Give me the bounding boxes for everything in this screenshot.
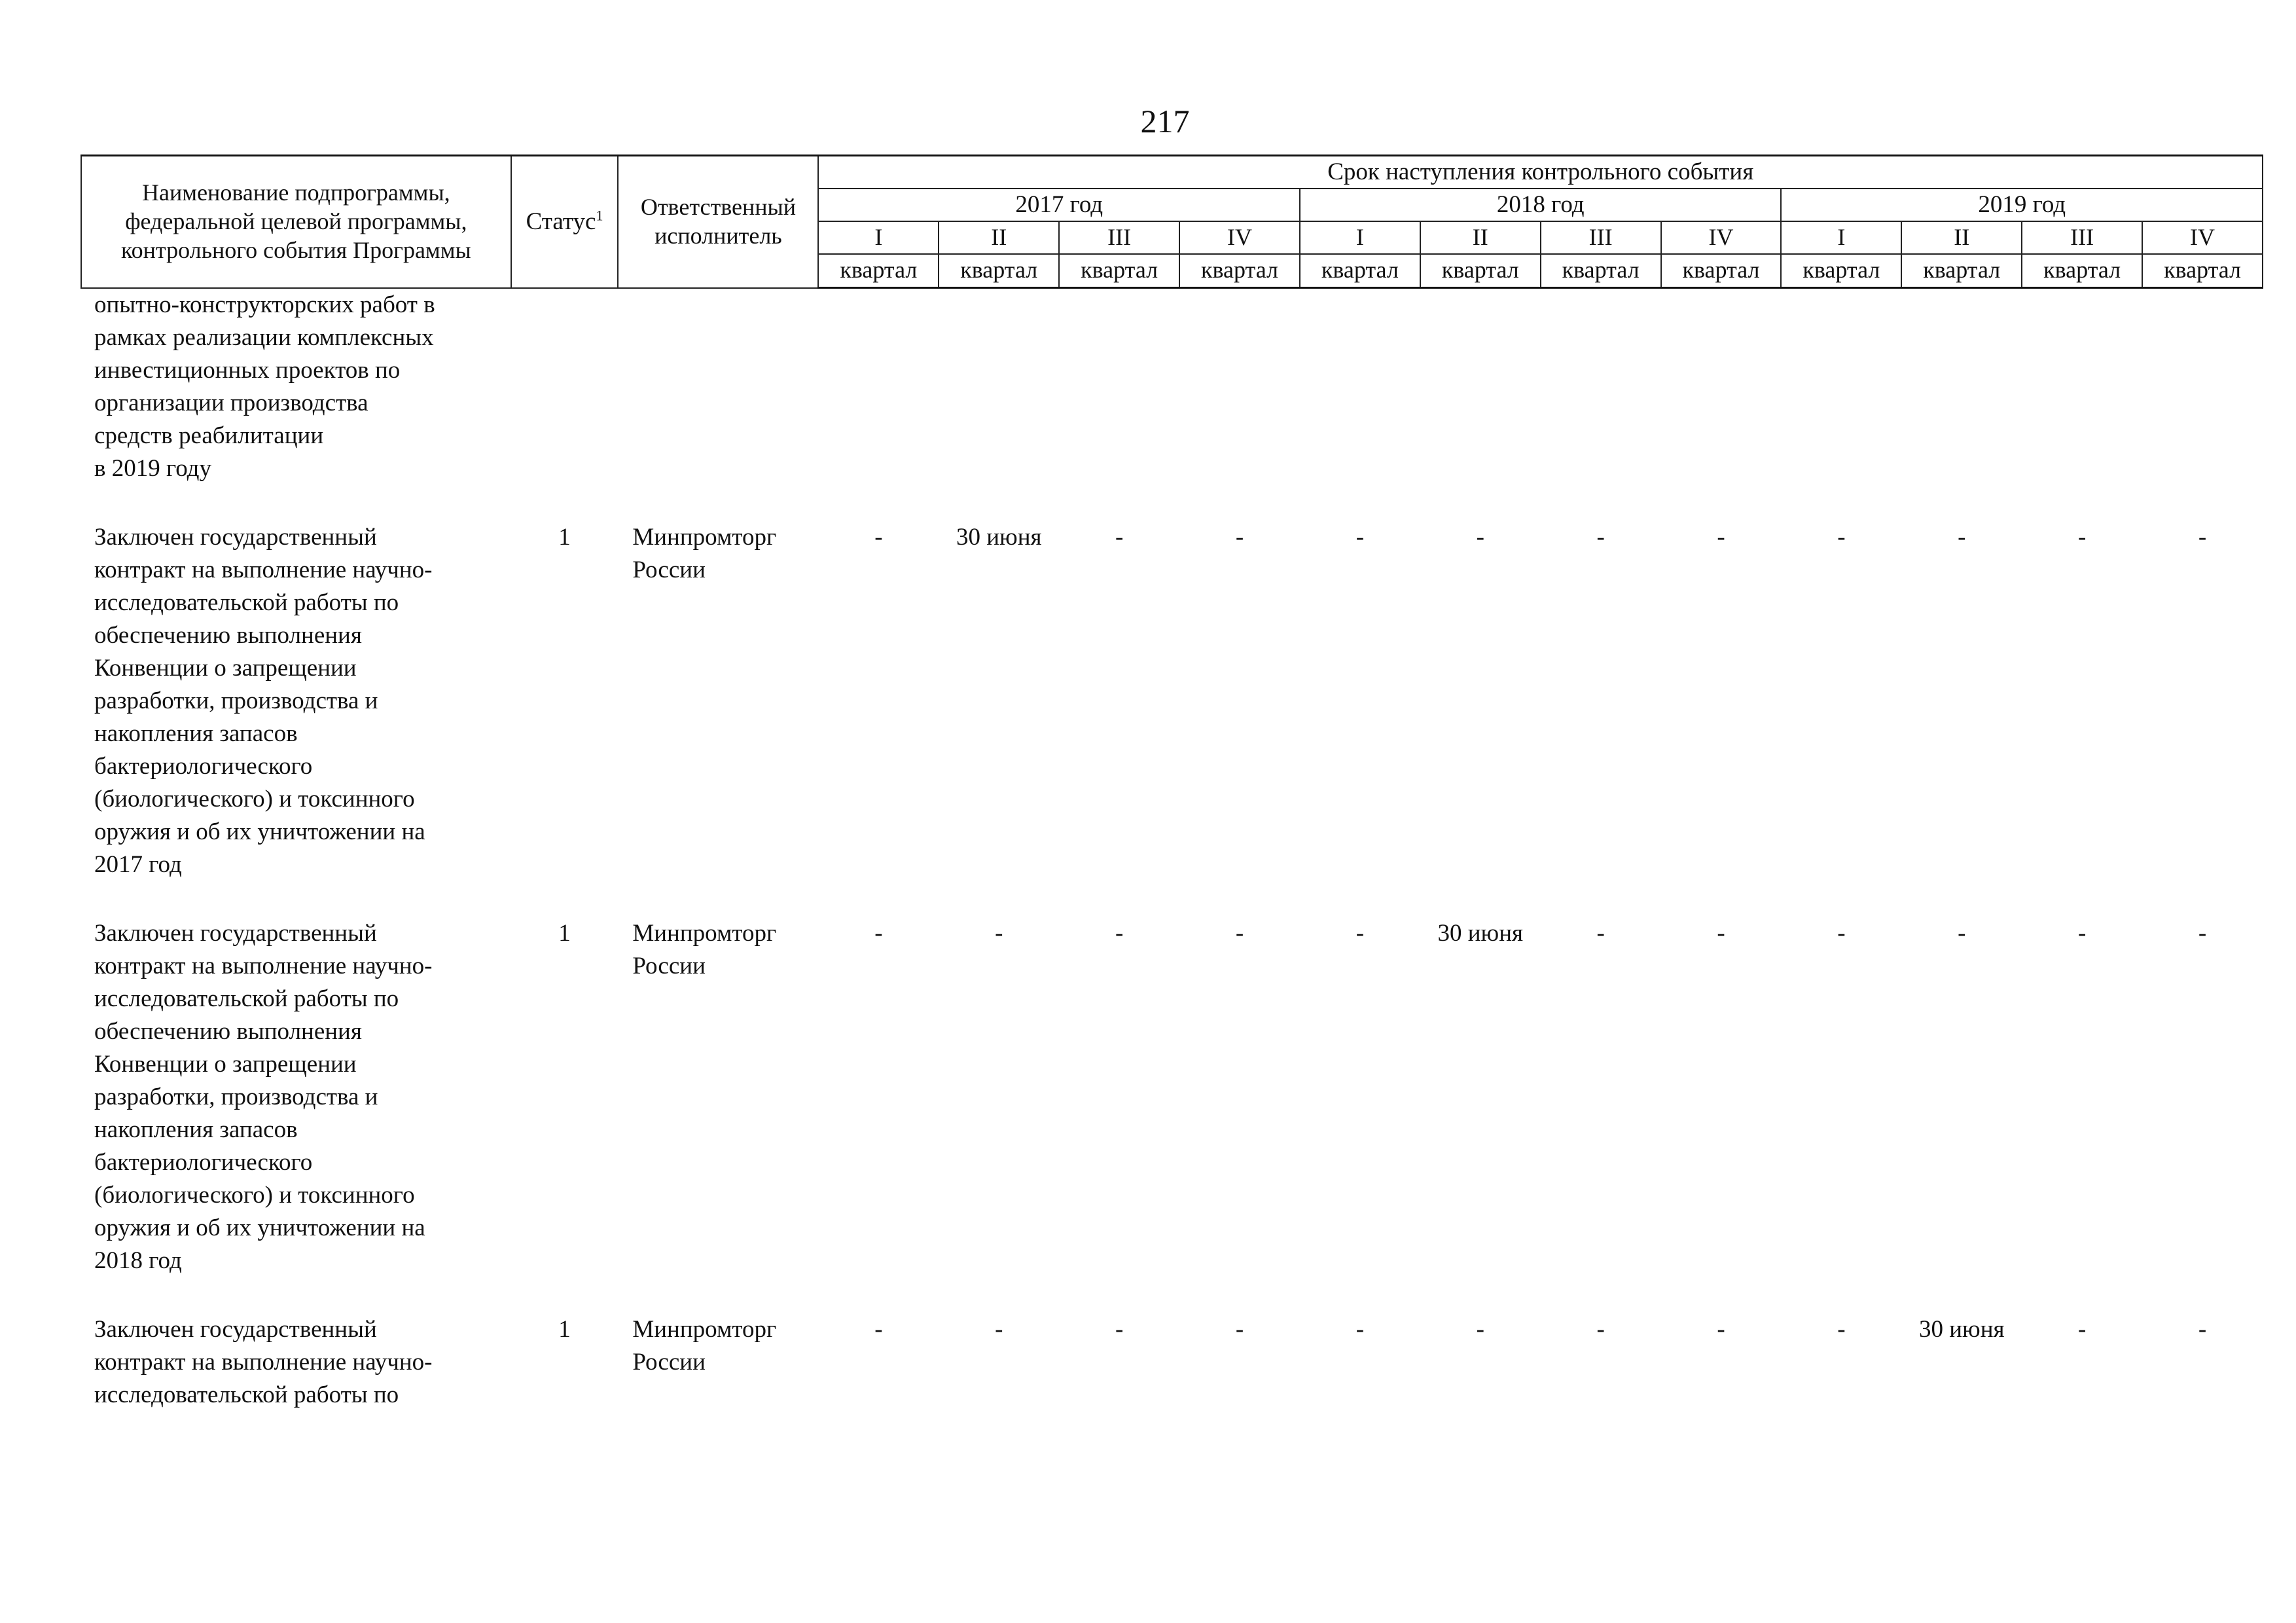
page-number: 217 bbox=[1140, 103, 1190, 139]
header-quarter-number: I bbox=[818, 221, 939, 254]
event-name-line: накопления запасов bbox=[94, 720, 298, 747]
quarter-cell: - bbox=[1115, 523, 1124, 551]
event-name-line: 2018 год bbox=[94, 1247, 182, 1274]
event-name-line: рамках реализации комплексных bbox=[94, 323, 434, 351]
responsible-line: России bbox=[632, 1348, 706, 1376]
event-name-line: инвестиционных проектов по bbox=[94, 356, 401, 384]
responsible-cell bbox=[618, 521, 818, 881]
table-row bbox=[81, 917, 2263, 1277]
quarter-cell: - bbox=[1717, 523, 1725, 551]
header-quarter-label: квартал bbox=[1541, 254, 1661, 288]
quarter-cell: - bbox=[2198, 919, 2207, 947]
header-name-column: Наименование подпрограммы, федеральной целевой программы, контрольного события Программы bbox=[81, 156, 511, 288]
header-quarter-number: III bbox=[2022, 221, 2142, 254]
event-name-line: исследовательской работы по bbox=[94, 1381, 399, 1408]
header-quarter-label: квартал bbox=[1781, 254, 1901, 288]
event-name-cell bbox=[81, 1313, 511, 1412]
header-deadline: Срок наступления контрольного события bbox=[818, 156, 2263, 189]
header-quarter-label: квартал bbox=[1420, 254, 1541, 288]
event-name-line: 2017 год bbox=[94, 850, 182, 878]
quarter-cell bbox=[1300, 288, 1420, 485]
event-name-line: накопления запасов bbox=[94, 1116, 298, 1143]
event-name-line: обеспечению выполнения bbox=[94, 1017, 362, 1045]
quarter-cell bbox=[1901, 288, 2022, 485]
event-name-line: обеспечению выполнения bbox=[94, 621, 362, 649]
quarter-cell bbox=[818, 288, 939, 485]
status-cell: 1 bbox=[558, 919, 571, 947]
quarter-cell: - bbox=[874, 919, 883, 947]
quarter-cell: - bbox=[874, 1315, 883, 1343]
header-quarter-label: квартал bbox=[1300, 254, 1420, 288]
table-row bbox=[81, 288, 2263, 485]
table-row bbox=[81, 521, 2263, 881]
header-quarter-number: II bbox=[1901, 221, 2022, 254]
header-quarter-number: IV bbox=[2142, 221, 2263, 254]
event-name-line: Заключен государственный bbox=[94, 919, 377, 947]
event-name-line: разработки, производства и bbox=[94, 687, 378, 714]
event-name-line: контракт на выполнение научно- bbox=[94, 556, 433, 583]
quarter-cell: - bbox=[1235, 1315, 1244, 1343]
event-name-line: (биологического) и токсинного bbox=[94, 785, 415, 812]
quarter-cell bbox=[2142, 288, 2263, 485]
status-cell bbox=[511, 288, 619, 485]
quarter-cell bbox=[2022, 288, 2142, 485]
quarter-cell: - bbox=[1235, 523, 1244, 551]
quarter-cell bbox=[1541, 288, 1661, 485]
quarter-cell: - bbox=[995, 1315, 1003, 1343]
responsible-line: Минпромторг bbox=[632, 523, 777, 551]
event-name-line: Заключен государственный bbox=[94, 523, 377, 551]
quarter-cell: - bbox=[1355, 523, 1365, 551]
event-name-line: контракт на выполнение научно- bbox=[94, 952, 433, 979]
quarter-cell: - bbox=[1115, 1315, 1124, 1343]
header-quarter-label: квартал bbox=[939, 254, 1059, 288]
row-spacer bbox=[81, 1277, 2263, 1313]
header-quarter-number: I bbox=[1300, 221, 1420, 254]
responsible-line: Минпромторг bbox=[632, 1315, 777, 1343]
event-name-line: Конвенции о запрещении bbox=[94, 1050, 357, 1078]
responsible-line: России bbox=[632, 952, 706, 979]
quarter-cell: - bbox=[1596, 1315, 1605, 1343]
event-name-line: разработки, производства и bbox=[94, 1083, 378, 1110]
responsible-line: России bbox=[632, 556, 706, 583]
quarter-cell: - bbox=[2198, 1315, 2207, 1343]
quarter-cell: - bbox=[1837, 1315, 1846, 1343]
responsible-cell bbox=[618, 1313, 818, 1412]
quarter-cell bbox=[939, 288, 1059, 485]
control-events-table bbox=[81, 155, 2263, 1412]
header-year-1: 2017 год bbox=[818, 189, 1300, 221]
quarter-cell: - bbox=[995, 919, 1003, 947]
event-name-cell bbox=[81, 917, 511, 1277]
header-year-3: 2019 год bbox=[1781, 189, 2263, 221]
quarter-cell: - bbox=[1717, 919, 1725, 947]
event-name-line: (биологического) и токсинного bbox=[94, 1181, 415, 1209]
status-footnote-mark: 1 bbox=[596, 207, 603, 224]
quarter-cell: - bbox=[2077, 919, 2087, 947]
quarter-cell: - bbox=[1476, 1315, 1484, 1343]
status-cell: 1 bbox=[558, 523, 571, 551]
header-quarter-label: квартал bbox=[2142, 254, 2263, 288]
header-quarter-number: II bbox=[1420, 221, 1541, 254]
event-name-cell bbox=[81, 521, 511, 881]
quarter-cell: 30 июня bbox=[1437, 919, 1524, 947]
header-quarter-label: квартал bbox=[818, 254, 939, 288]
header-quarter-label: квартал bbox=[1661, 254, 1782, 288]
header-quarter-number: IV bbox=[1661, 221, 1782, 254]
quarter-cell: - bbox=[1837, 523, 1846, 551]
quarter-cell bbox=[1661, 288, 1782, 485]
quarter-cell: - bbox=[2077, 1315, 2087, 1343]
quarter-cell: - bbox=[1958, 919, 1966, 947]
header-quarter-label: квартал bbox=[1059, 254, 1179, 288]
header-quarter-number: IV bbox=[1179, 221, 1300, 254]
header-quarter-label: квартал bbox=[1901, 254, 2022, 288]
event-name-line: бактериологического bbox=[94, 752, 313, 780]
quarter-cell: - bbox=[1235, 919, 1244, 947]
table-row bbox=[81, 1313, 2263, 1412]
header-year-2: 2018 год bbox=[1300, 189, 1782, 221]
event-name-line: бактериологического bbox=[94, 1148, 313, 1176]
header-status-label: Статус bbox=[526, 208, 596, 236]
header-quarter-number: III bbox=[1059, 221, 1179, 254]
quarter-cell: - bbox=[1596, 919, 1605, 947]
responsible-cell bbox=[618, 288, 818, 485]
header-quarter-label: квартал bbox=[1179, 254, 1300, 288]
event-name-line: исследовательской работы по bbox=[94, 985, 399, 1012]
quarter-cell: - bbox=[1596, 523, 1605, 551]
quarter-cell: - bbox=[2198, 523, 2207, 551]
quarter-cell: - bbox=[2077, 523, 2087, 551]
quarter-cell: - bbox=[1837, 919, 1846, 947]
event-name-line: оружия и об их уничтожении на bbox=[94, 818, 425, 845]
quarter-cell bbox=[1179, 288, 1300, 485]
header-responsible-column: Ответственный исполнитель bbox=[618, 156, 818, 288]
event-name-cell bbox=[81, 288, 511, 485]
header-quarter-label: квартал bbox=[2022, 254, 2142, 288]
quarter-cell: - bbox=[1476, 523, 1484, 551]
quarter-cell: - bbox=[1958, 523, 1966, 551]
event-name-line: опытно-конструкторских работ в bbox=[94, 291, 435, 318]
quarter-cell: - bbox=[1115, 919, 1124, 947]
row-spacer bbox=[81, 881, 2263, 917]
event-name-line: Заключен государственный bbox=[94, 1315, 377, 1343]
quarter-cell bbox=[1420, 288, 1541, 485]
quarter-cell: 30 июня bbox=[956, 523, 1042, 551]
header-status-column bbox=[511, 156, 619, 288]
event-name-line: оружия и об их уничтожении на bbox=[94, 1214, 425, 1241]
quarter-cell: - bbox=[1355, 1315, 1365, 1343]
event-name-line: в 2019 году bbox=[94, 454, 211, 482]
row-spacer bbox=[81, 485, 2263, 521]
quarter-cell bbox=[1781, 288, 1901, 485]
header-quarter-number: III bbox=[1541, 221, 1661, 254]
event-name-line: исследовательской работы по bbox=[94, 589, 399, 616]
responsible-cell bbox=[618, 917, 818, 1277]
responsible-line: Минпромторг bbox=[632, 919, 777, 947]
event-name-line: Конвенции о запрещении bbox=[94, 654, 357, 682]
quarter-cell: - bbox=[1355, 919, 1365, 947]
quarter-cell: 30 июня bbox=[1919, 1315, 2005, 1343]
header-quarter-number: II bbox=[939, 221, 1059, 254]
event-name-line: контракт на выполнение научно- bbox=[94, 1348, 433, 1376]
event-name-line: организации производства bbox=[94, 389, 368, 416]
header-quarter-number: I bbox=[1781, 221, 1901, 254]
status-cell: 1 bbox=[558, 1315, 571, 1343]
quarter-cell: - bbox=[874, 523, 883, 551]
event-name-line: средств реабилитации bbox=[94, 422, 324, 449]
quarter-cell: - bbox=[1717, 1315, 1725, 1343]
quarter-cell bbox=[1059, 288, 1179, 485]
